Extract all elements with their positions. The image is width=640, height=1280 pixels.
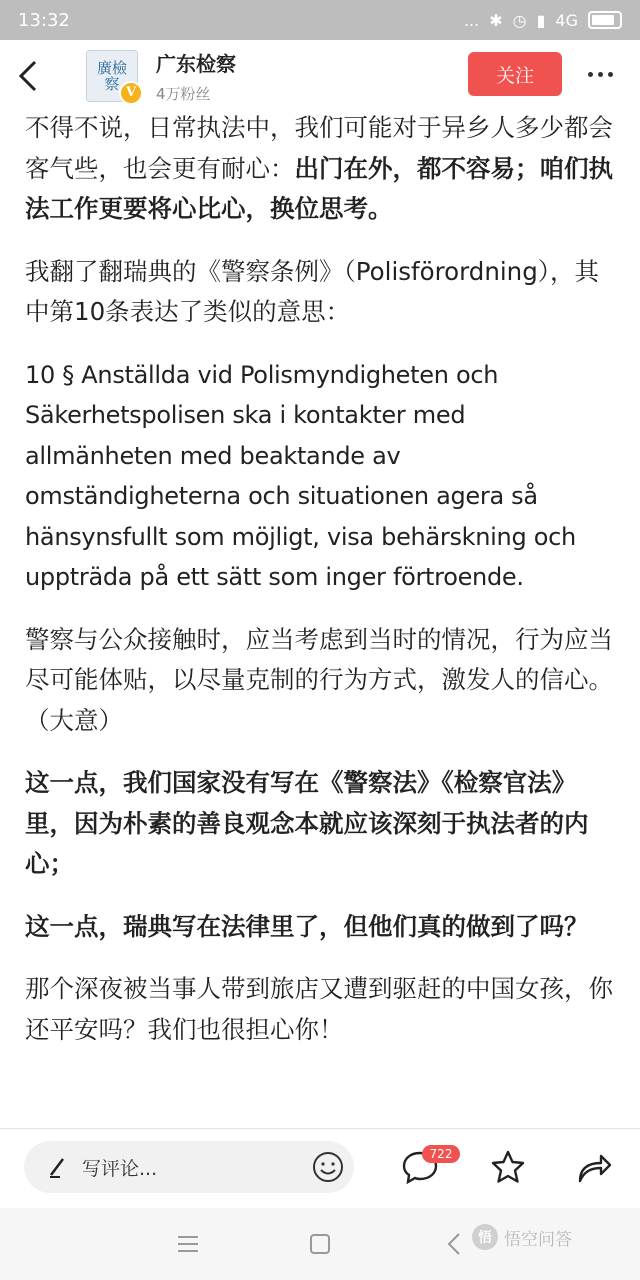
article-body	[25, 112, 617, 1128]
favorite-button[interactable]	[488, 1147, 528, 1187]
comment-placeholder: 写评论...	[82, 1157, 158, 1180]
back-chevron-icon	[446, 1232, 462, 1256]
comment-input[interactable]	[24, 1141, 354, 1193]
share-arrow-icon	[575, 1149, 613, 1185]
menu-icon	[176, 1234, 200, 1254]
status-bar	[0, 0, 640, 40]
watermark	[472, 1224, 572, 1250]
paragraph-closing: 那个深夜被当事人带到旅店又遭到驱赶的中国女孩，你还平安吗？我们也很担心你！	[25, 974, 613, 1044]
battery-icon	[588, 11, 622, 29]
paragraph-bold-2: 这一点，瑞典写在法律里了，但他们真的做到了吗？	[25, 911, 589, 941]
comment-bar	[0, 1128, 640, 1208]
verified-badge-icon: V	[119, 81, 143, 105]
star-icon	[489, 1149, 527, 1185]
paragraph-1-text: 不得不说，日常执法中，我们可能对于异乡人多少都会客气些，也会更有耐心：	[25, 113, 613, 183]
paragraph-1-bold: 出门在外，都不容易；咱们执法工作更要将心比心，换位思考。	[25, 153, 613, 223]
paragraph-2: 我翻了翻瑞典的《警察条例》（Polisförordning），其中第10条表达了类似的意思：	[25, 256, 600, 326]
network-type: 4G	[555, 10, 578, 30]
article-header	[0, 40, 640, 112]
square-home-icon	[309, 1233, 331, 1255]
paragraph-translation: 警察与公众接触时，应当考虑到当时的情况，行为应当尽可能体贴，以尽量克制的行为方式，激发人的信心。（大意）	[25, 624, 613, 735]
account-info[interactable]	[156, 48, 236, 104]
account-name: 广东检察	[156, 52, 236, 76]
emoji-icon[interactable]	[312, 1151, 344, 1183]
back-button[interactable]	[0, 40, 56, 112]
alarm-icon: ◷	[512, 10, 527, 30]
watermark-text: 悟空问答	[504, 1229, 572, 1250]
more-options-button[interactable]	[576, 52, 624, 96]
status-icons	[464, 11, 622, 30]
follow-button[interactable]: 关注	[468, 52, 562, 96]
more-dot-icon	[598, 72, 603, 77]
status-time: 13:32	[18, 9, 70, 31]
back-nav-button[interactable]	[438, 1228, 470, 1260]
paragraph-bold-1: 这一点，我们国家没有写在《警察法》《检察官法》里，因为朴素的善良观念本就应该深刻于执法者的内心；	[25, 768, 589, 878]
share-button[interactable]	[574, 1147, 614, 1187]
bluetooth-icon: ✱	[489, 10, 503, 30]
wukong-logo-icon: 悟	[472, 1224, 498, 1250]
menu-nav-button[interactable]	[172, 1228, 204, 1260]
pencil-icon	[48, 1156, 68, 1178]
avatar-text: 廣檢察	[96, 59, 127, 93]
more-dot-icon	[608, 72, 613, 77]
status-dots: ...	[463, 10, 480, 30]
paragraph-1	[25, 112, 617, 230]
signal-icon: ▮	[536, 10, 546, 30]
avatar[interactable]	[86, 50, 138, 102]
comment-count-badge: 722	[422, 1145, 460, 1163]
fans-count: 4万粉丝	[156, 85, 211, 103]
more-dot-icon	[588, 72, 593, 77]
home-nav-button[interactable]	[304, 1228, 336, 1260]
back-arrow-icon	[17, 59, 39, 93]
paragraph-swedish-quote: 10 § Anställda vid Polismyndigheten och Säkerhetspolisen ska i kontakter med allmänheten med beaktande av omständigheterna och situationen agera så hänsynsfullt som möjligt, visa behärskning och uppträda på ett sätt som inger förtroende.	[25, 360, 576, 591]
